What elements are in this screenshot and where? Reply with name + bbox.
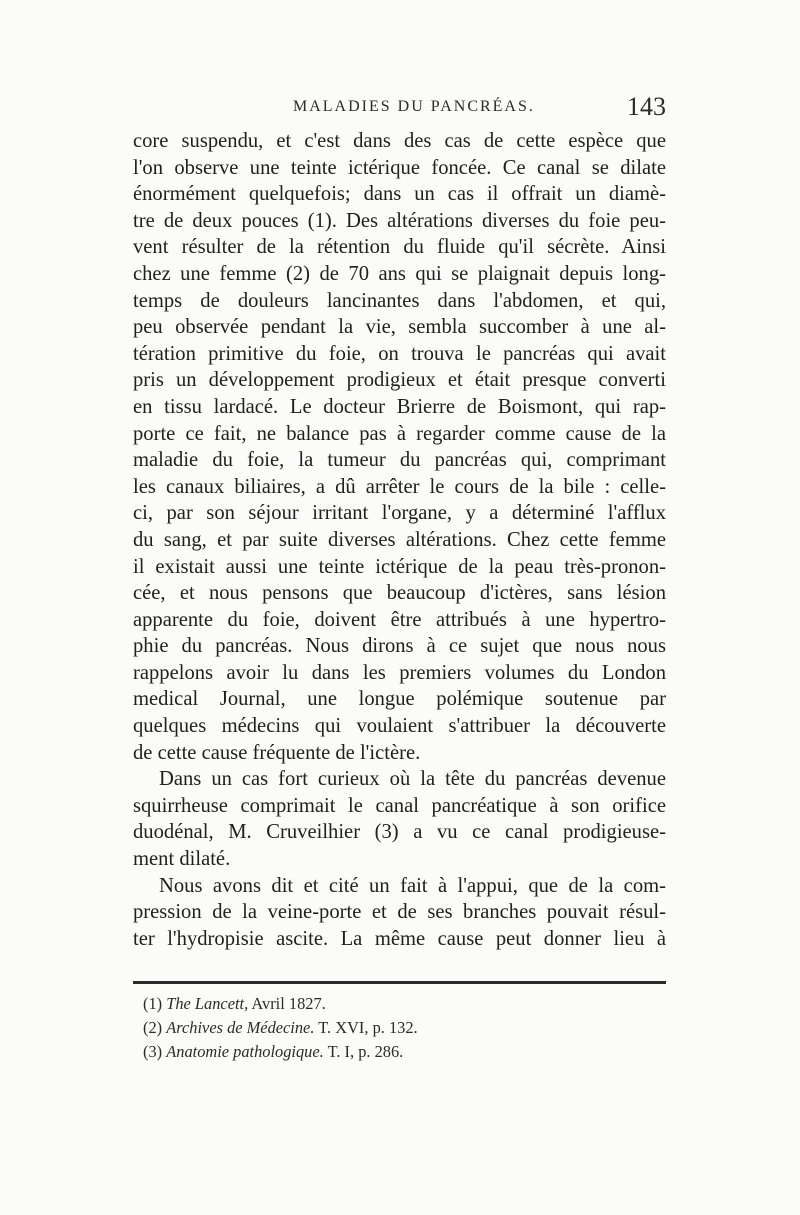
text-line: core suspendu, et c'est dans des cas de cette espèce que (133, 130, 666, 152)
text-line: pris un développement prodigieux et était presque converti (133, 369, 666, 392)
footnote-3 (143, 1040, 663, 1064)
page-number: 143 (627, 92, 666, 121)
text-line: apparente du foie, doivent être attribués à une hypertro- (133, 608, 666, 631)
text-line: cée, et nous pensons que beaucoup d'ictères, sans lésion (133, 582, 666, 605)
text-line: ment dilaté. (133, 848, 231, 871)
text-line: énormément quelquefois; dans un cas il offrait un diamè- (133, 183, 666, 206)
text-line: medical Journal, une longue polémique soutenue par (133, 688, 666, 711)
footnotes (143, 992, 663, 1064)
footnote-1 (143, 992, 663, 1016)
footnote-marker: (3) (143, 1042, 163, 1061)
text-line: duodénal, M. Cruveilhier (3) a vu ce canal prodigieuse- (133, 821, 666, 844)
paragraph-3 (133, 873, 666, 953)
text-line: Nous avons dit et cité un fait à l'appui, que de la com- (159, 874, 666, 897)
paragraph-2 (133, 766, 666, 872)
text-line: l'on observe une teinte ictérique foncée. Ce canal se dilate (133, 156, 666, 179)
footnote-reference: Avril 1827. (251, 994, 326, 1013)
text-line: les canaux biliaires, a dû arrêter le cours de la bile : celle- (133, 475, 666, 498)
text-line: phie du pancréas. Nous dirons à ce sujet que nous nous (133, 635, 666, 658)
text-line: tre de deux pouces (1). Des altérations diverses du foie peu- (133, 209, 666, 232)
text-line: rappelons avoir lu dans les premiers volumes du London (133, 661, 666, 684)
footnote-marker: (2) (143, 1018, 163, 1037)
text-line: porte ce fait, ne balance pas à regarder comme cause de la (133, 422, 666, 445)
footnote-reference: T. XVI, p. 132. (318, 1018, 418, 1037)
text-line: squirrheuse comprimait le canal pancréatique à son orifice (133, 794, 666, 817)
text-line: en tissu lardacé. Le docteur Brierre de Boismont, qui rap- (133, 395, 666, 418)
running-title: MALADIES DU PANCRÉAS. (293, 98, 535, 115)
main-text (133, 128, 666, 952)
text-line: il existait aussi une teinte ictérique de la peau très-pronon- (133, 555, 666, 578)
text-line: chez une femme (2) de 70 ans qui se plaignait depuis long- (133, 262, 666, 285)
footnote-source-title: The Lancett, (166, 994, 249, 1013)
footnote-divider (133, 981, 666, 984)
text-line: temps de douleurs lancinantes dans l'abdomen, et qui, (133, 289, 666, 312)
text-line: du sang, et par suite diverses altérations. Chez cette femme (133, 528, 666, 551)
text-line: pression de la veine-porte et de ses branches pouvait résul- (133, 901, 666, 924)
footnote-source-title: Anatomie pathologique. (166, 1042, 324, 1061)
footnote-source-title: Archives de Médecine. (166, 1018, 315, 1037)
text-line: ci, par son séjour irritant l'organe, y a déterminé l'afflux (133, 502, 666, 525)
text-line: peu observée pendant la vie, sembla succomber à une al- (133, 316, 666, 339)
text-line: de cette cause fréquente de l'ictère. (133, 741, 421, 764)
text-line: ter l'hydropisie ascite. La même cause peut donner lieu à (133, 927, 666, 950)
footnote-reference: T. I, p. 286. (327, 1042, 404, 1061)
text-line: maladie du foie, la tumeur du pancréas qui, comprimant (133, 449, 666, 472)
text-line: quelques médecins qui voulaient s'attribuer la découverte (133, 715, 666, 738)
paragraph-1 (133, 128, 666, 766)
footnote-marker: (1) (143, 994, 163, 1013)
footnote-2 (143, 1016, 663, 1040)
text-line: vent résulter de la rétention du fluide qu'il sécrète. Ainsi (133, 236, 666, 259)
page-header (133, 94, 666, 126)
text-line: tération primitive du foie, on trouva le pancréas qui avait (133, 342, 666, 365)
text-line: Dans un cas fort curieux où la tête du pancréas devenue (159, 768, 666, 791)
